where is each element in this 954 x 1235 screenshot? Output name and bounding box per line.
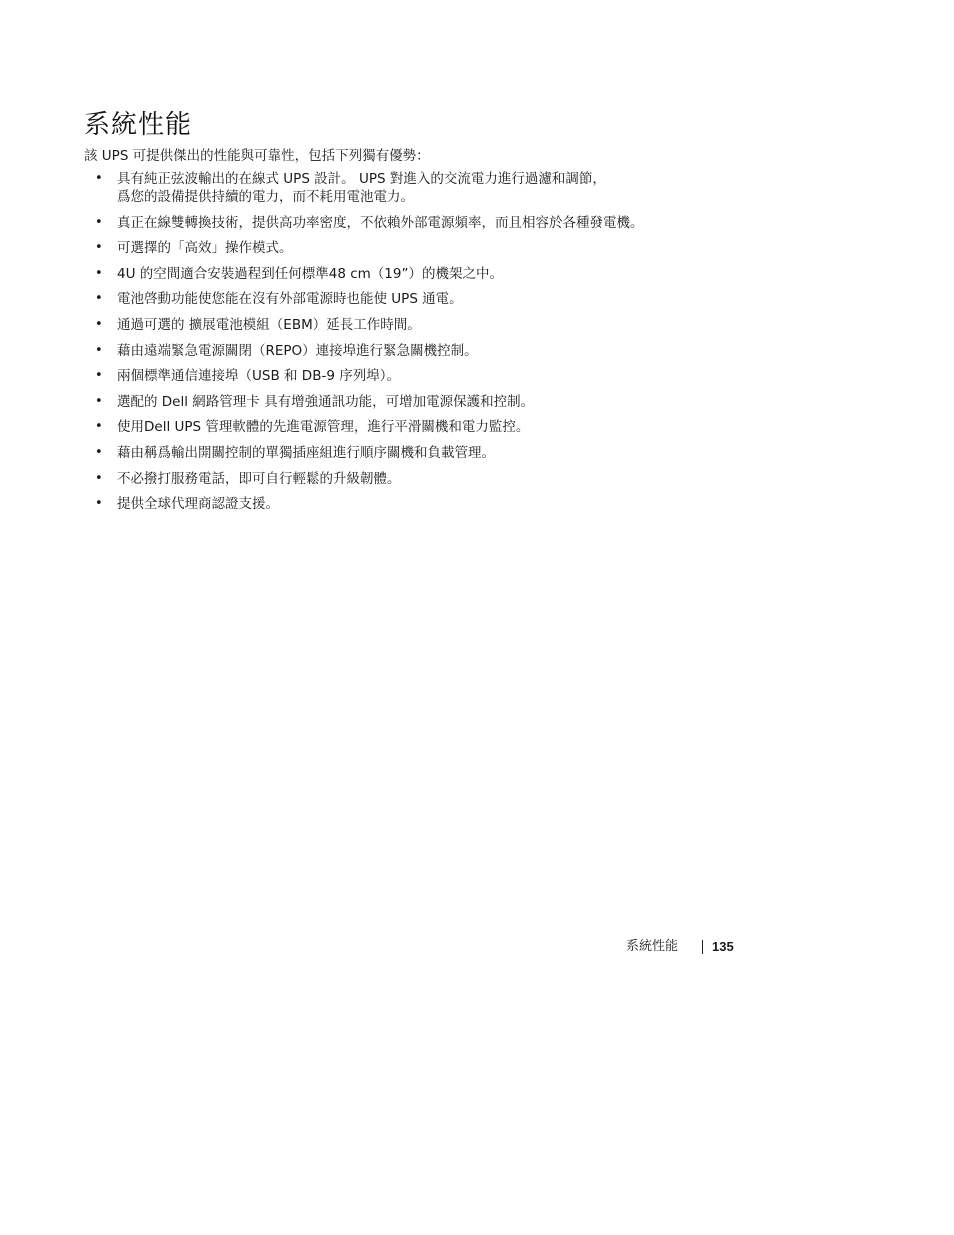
feature-text: 提供全球代理商認證支援。: [117, 496, 279, 513]
feature-text: 電池啓動功能使您能在沒有外部電源時也能使 UPS 通電。: [117, 291, 463, 308]
list-item: [84, 265, 764, 283]
bullet-icon: •: [95, 419, 103, 435]
list-item: [84, 170, 764, 206]
feature-text: 可選擇的「高效」操作模式。: [117, 240, 293, 257]
feature-text: 藉由稱爲輸出開關控制的單獨插座組進行順序關機和負載管理。: [117, 444, 495, 461]
list-item: [84, 444, 764, 462]
feature-text: 具有純正弦波輸出的在線式 UPS 設計。 UPS 對進入的交流電力進行過濾和調節， 爲您的設備提供持續的電力，而不耗用電池電力。: [117, 171, 606, 205]
list-item: [84, 393, 764, 411]
page-number: 135: [712, 939, 734, 954]
feature-text: 兩個標準通信連接埠（USB 和 DB-9 序列埠）。: [117, 368, 400, 385]
bullet-icon: •: [95, 214, 103, 230]
page-title: 系統性能: [84, 110, 193, 140]
feature-text: 藉由遠端緊急電源關閉（REPO）連接埠進行緊急關機控制。: [117, 342, 478, 359]
bullet-icon: •: [95, 393, 103, 409]
bullet-icon: •: [95, 444, 103, 460]
bullet-icon: •: [95, 316, 103, 332]
feature-text: 4U 的空間適合安裝過程到任何標準48 cm（19”）的機架之中。: [117, 265, 503, 282]
bullet-icon: •: [95, 496, 103, 512]
bullet-icon: •: [95, 470, 103, 486]
footer-divider: [702, 940, 703, 954]
list-item: [84, 290, 764, 308]
list-item: [84, 367, 764, 385]
bullet-icon: •: [95, 240, 103, 256]
list-item: [84, 342, 764, 360]
bullet-icon: •: [95, 171, 103, 186]
feature-text: 使用Dell UPS 管理軟體的先進電源管理，進行平滑關機和電力監控。: [117, 419, 530, 436]
bullet-icon: •: [95, 368, 103, 384]
intro-paragraph: 該 UPS 可提供傑出的性能與可靠性，包括下列獨有優勢：: [84, 148, 430, 164]
feature-text: 選配的 Dell 網路管理卡 具有增強通訊功能，可增加電源保護和控制。: [117, 393, 535, 410]
list-item: [84, 470, 764, 488]
footer-section-title: 系統性能: [626, 939, 679, 954]
list-item: [84, 316, 764, 334]
feature-text: 真正在線雙轉換技術，提供高功率密度，不依賴外部電源頻率，而且相容於各種發電機。: [117, 214, 644, 231]
list-item: [84, 418, 764, 436]
bullet-icon: •: [95, 342, 103, 358]
list-item: [84, 495, 764, 513]
bullet-icon: •: [95, 291, 103, 307]
feature-text: 不必撥打服務電話，即可自行輕鬆的升級韌體。: [117, 470, 401, 487]
list-item: [84, 214, 764, 232]
list-item: [84, 239, 764, 257]
bullet-icon: •: [95, 265, 103, 281]
feature-text: 通過可選的 擴展電池模組（EBM）延長工作時間。: [117, 316, 421, 333]
feature-list: [84, 170, 764, 521]
page-footer: [626, 938, 734, 956]
